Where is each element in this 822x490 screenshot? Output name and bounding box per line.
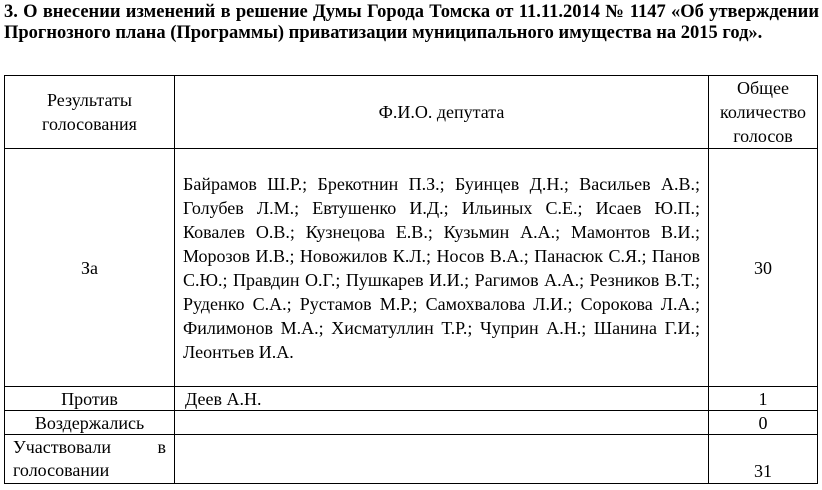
deputy-names: Деев А.Н. [175, 387, 709, 411]
header-results: Результаты голосования [5, 76, 175, 149]
result-label-line2: голосовании [13, 460, 110, 480]
deputy-names-text: Байрамов Ш.Р.; Брекотнин П.З.; Буинцев Д.Н.; Васильев А.В.; Голубев Л.М.; Евтушенко И.Д.; Ильиных С.Е.; Исаев Ю.П.; Ковалев О.В.; Кузнецова Е.В.; Кузьмин А.А.; Мамонтов В.И.; Морозов И.В.; Новожилов К.Л.; Носов В.А.; Панасюк С.Я.; Панов С.Ю.; Правдин О.Г.; Пушкарев И.И.; Рагимов А.А.; Резников В.Т.; Руденко С.А.; Рустамов М.Р.; Самохвалова Л.И.; Сорокова Л.А.; Филимонов М.А.; Хисматуллин Т.Р.; Чуприн А.Н.; Шанина Г.И.; Леонтьев И.А. [183, 173, 700, 362]
result-label: Воздержались [5, 411, 175, 435]
table-row-abstained [5, 411, 818, 435]
section-heading: 3. О внесении изменений в решение Думы Города Томска от 11.11.2014 № 1147 «Об утверждении Прогнозного плана (Программы) приватизации муниципального имущества на 2015 год». [4, 2, 819, 43]
header-deputies: Ф.И.О. депутата [175, 76, 709, 149]
header-total-votes: Общее количество голосов [709, 76, 818, 149]
vote-count: 0 [709, 411, 818, 435]
table-row-for [5, 149, 818, 387]
deputy-names [175, 149, 709, 387]
table-row-participated [5, 435, 818, 484]
result-label-line1: Участвовали в [13, 437, 166, 457]
table-row-against [5, 387, 818, 411]
result-label: За [5, 149, 175, 387]
result-label [5, 435, 175, 484]
vote-count: 30 [709, 149, 818, 387]
voting-results-table [4, 75, 818, 484]
deputy-names [175, 435, 709, 484]
vote-count: 1 [709, 387, 818, 411]
table-header-row [5, 76, 818, 149]
deputy-names [175, 411, 709, 435]
result-label: Против [5, 387, 175, 411]
vote-count: 31 [709, 435, 818, 484]
